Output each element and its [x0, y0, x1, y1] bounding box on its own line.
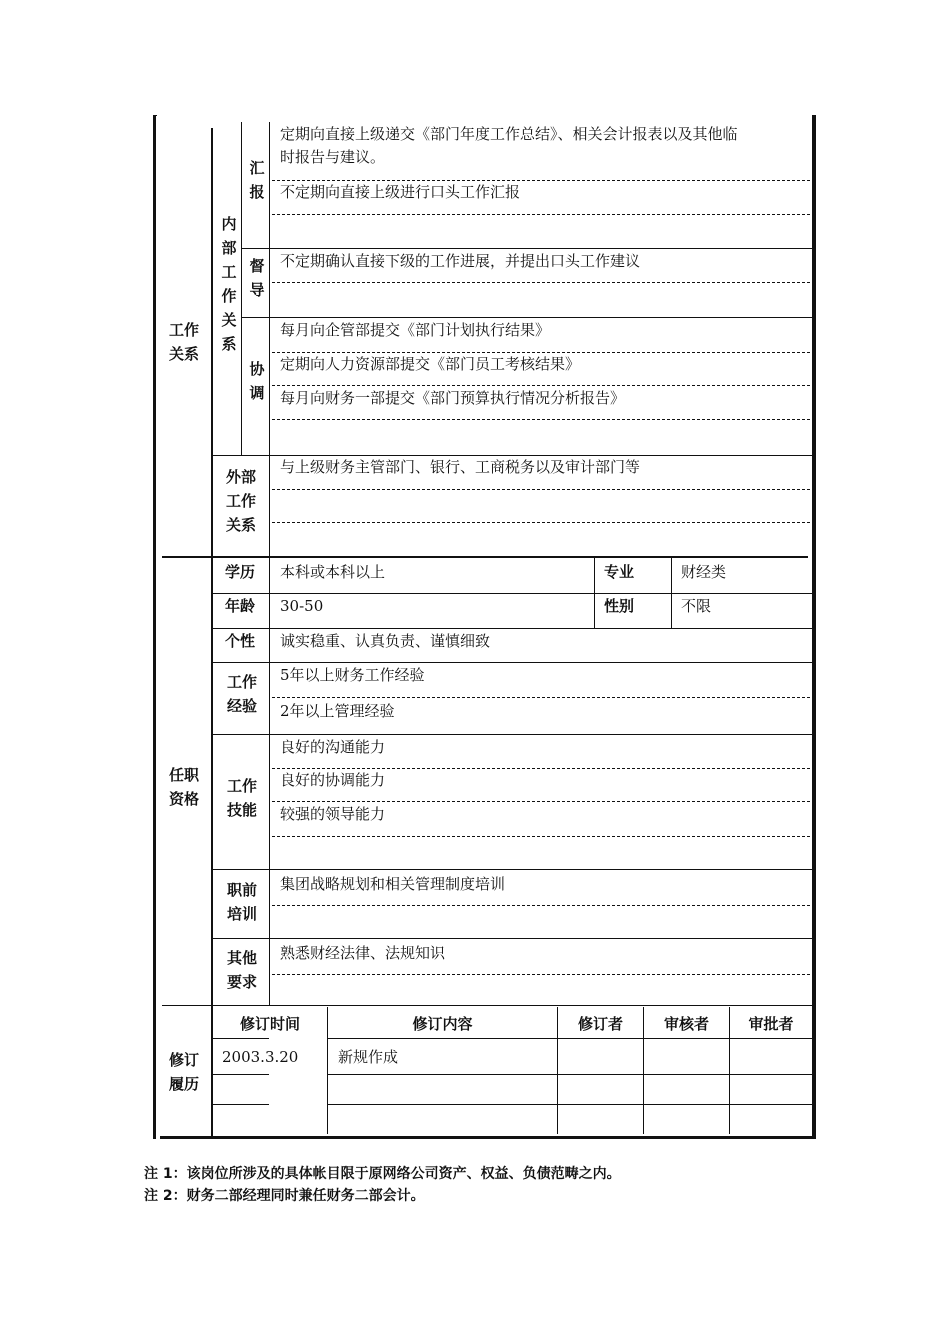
report-text-1a: 定期向直接上级递交《部门年度工作总结》、相关会计报表以及其他临 [280, 125, 738, 143]
skill-3: 较强的领导能力 [280, 805, 386, 823]
experience-2: 2年以上管理经验 [280, 702, 395, 720]
col-sep-major-left [594, 558, 595, 628]
external-relations-label: 外部 工作 关系 [225, 468, 256, 534]
note-2: 注 2：财务二部经理同时兼任财务二部会计。 [144, 1188, 425, 1204]
skill-2: 良好的协调能力 [280, 771, 386, 789]
section-revision-line1: 修订 [168, 1051, 199, 1069]
section-work-relations-line2: 关系 [168, 345, 199, 363]
note-1: 注 1：该岗位所涉及的具体帐目限于原网络公司资产、权益、负债范畴之内。 [144, 1166, 621, 1182]
row-sep-internal [213, 455, 812, 456]
other-label: 其他 要求 [226, 949, 257, 991]
report-text-2: 不定期向直接上级进行口头工作汇报 [280, 183, 521, 201]
rev-header-content: 修订内容 [412, 1015, 473, 1033]
report-label: 汇 报 [249, 159, 265, 201]
dash-line [272, 522, 810, 523]
report-text-1b: 时报告与建议。 [280, 148, 386, 166]
row-sep-report [242, 248, 812, 249]
rev-header-reviser: 修订者 [577, 1015, 623, 1033]
experience-label: 工作 经验 [226, 673, 257, 715]
rev-row-content: 新规作成 [338, 1048, 399, 1066]
coordinate-label: 协 调 [249, 360, 265, 402]
dash-line [272, 697, 810, 698]
row-sep-edu [213, 593, 812, 594]
row-sep-skills [213, 869, 812, 870]
row-sep-pers [213, 662, 812, 663]
training-label: 职前 培训 [226, 881, 257, 923]
border-bottom [160, 1136, 816, 1139]
age-label: 年龄 [225, 597, 256, 615]
dash-line [272, 352, 810, 353]
skills-label: 工作 技能 [226, 777, 257, 819]
supervise-label: 督 导 [249, 257, 265, 299]
rev-header-auditor: 审核者 [663, 1015, 709, 1033]
row-sep-exp [213, 734, 812, 735]
section-work-relations-line1: 工作 [168, 321, 199, 339]
personality-label: 个性 [225, 632, 256, 650]
dash-line [272, 974, 810, 975]
education-value: 本科或本科以上 [280, 563, 386, 581]
dash-line [272, 905, 810, 906]
rev-header-approver: 审批者 [748, 1015, 794, 1033]
training-1: 集团战略规划和相关管理制度培训 [280, 875, 506, 893]
rev-row-time: 2003.3.20 [222, 1048, 299, 1066]
section-revision [164, 1048, 204, 1096]
section-work-relations [164, 318, 204, 366]
border-right [812, 115, 816, 1139]
coordinate-text-3: 每月向财务一部提交《部门预算执行情况分析报告》 [280, 389, 626, 407]
dash-line [272, 282, 810, 283]
row-sep-training [213, 938, 812, 939]
dash-line [272, 768, 810, 769]
dash-line [272, 385, 810, 386]
coordinate-text-2: 定期向人力资源部提交《部门员工考核结果》 [280, 355, 581, 373]
section-qualifications-line1: 任职 [168, 766, 199, 784]
section-qualifications-line2: 资格 [168, 790, 199, 808]
dash-line [272, 180, 810, 181]
age-value: 30-50 [280, 597, 324, 615]
skill-1: 良好的沟通能力 [280, 738, 386, 756]
gender-label: 性别 [604, 597, 635, 615]
experience-1: 5年以上财务工作经验 [280, 666, 425, 684]
dash-line [272, 836, 810, 837]
col-divider-main [211, 128, 213, 1136]
dash-line [272, 419, 810, 420]
section-revision-line2: 履历 [168, 1075, 199, 1093]
major-value: 财经类 [681, 563, 727, 581]
dash-line [272, 489, 810, 490]
section-sep-1 [162, 556, 808, 558]
section-qualifications [164, 763, 204, 811]
border-left [153, 115, 156, 1139]
internal-relations-label: 内 部 工 作 关 系 [221, 215, 237, 353]
dash-line [272, 214, 810, 215]
section-sep-2 [162, 1005, 812, 1006]
gender-value: 不限 [681, 597, 712, 615]
rev-header-time: 修订时间 [239, 1015, 300, 1033]
row-sep-supervise [242, 317, 812, 318]
education-label: 学历 [225, 563, 256, 581]
other-1: 熟悉财经法律、法规知识 [280, 944, 446, 962]
col-divider-internal [241, 122, 242, 455]
dash-line [272, 801, 810, 802]
coordinate-text-1: 每月向企管部提交《部门计划执行结果》 [280, 321, 551, 339]
row-sep-age [213, 628, 812, 629]
col-sep-major-right [671, 558, 672, 628]
major-label: 专业 [604, 563, 635, 581]
external-text-1: 与上级财务主管部门、银行、工商税务以及审计部门等 [280, 458, 641, 476]
personality-value: 诚实稳重、认真负责、谨慎细致 [280, 632, 491, 650]
supervise-text-1: 不定期确认直接下级的工作进展，并提出口头工作建议 [280, 252, 641, 270]
